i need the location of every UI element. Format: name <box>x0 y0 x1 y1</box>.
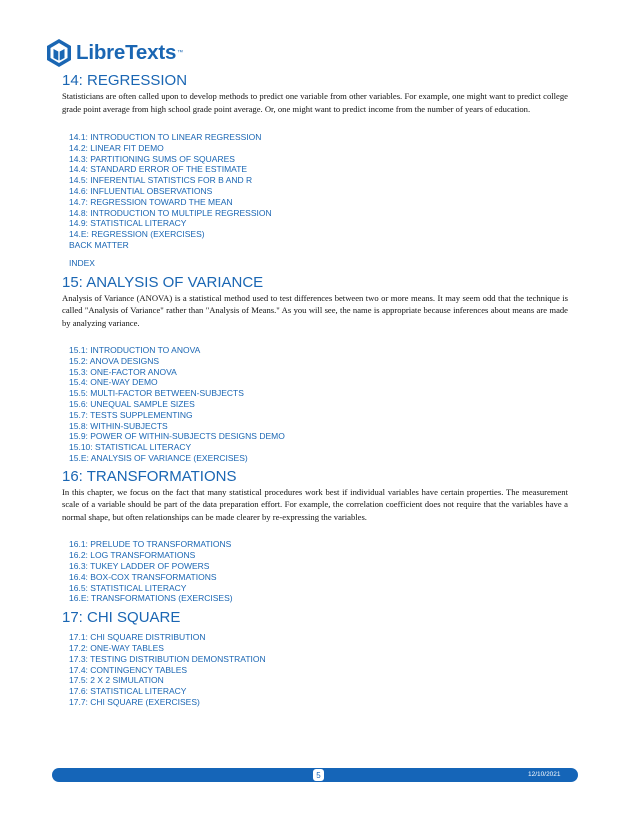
toc-link-index[interactable]: INDEX <box>69 257 95 268</box>
toc-link[interactable]: 14.1: INTRODUCTION TO LINEAR REGRESSION <box>69 132 262 142</box>
toc-link[interactable]: 15.1: INTRODUCTION TO ANOVA <box>69 345 201 356</box>
toc-link[interactable]: 14.9: STATISTICAL LITERACY <box>69 218 187 229</box>
footer-date: 12/10/2021 <box>528 771 561 778</box>
toc-link[interactable]: 16.3: TUKEY LADDER OF POWERS <box>69 560 210 571</box>
libretexts-logo <box>45 38 183 68</box>
toc-link[interactable]: 15.8: WITHIN-SUBJECTS <box>69 420 168 431</box>
toc-link[interactable]: 15.4: ONE-WAY DEMO <box>69 377 158 388</box>
toc-link[interactable]: 17.4: CONTINGENCY TABLES <box>69 664 188 675</box>
chapter-16-toc <box>62 539 568 604</box>
toc-link[interactable]: 17.5: 2 X 2 SIMULATION <box>69 675 164 686</box>
libretexts-logo-icon <box>45 38 73 68</box>
toc-link[interactable]: 17.6: STATISTICAL LITERACY <box>69 686 187 697</box>
chapter-description: In this chapter, we focus on the fact that many statistical procedures work best if individual variables have certain properties. The measurement scale of a variable should be part of the data preparation effort. For example, the correlation coefficient does not require that the variables have a normal shape, but often relationships can be made clearer by re-expressing the variables. <box>62 486 568 522</box>
logo-trademark: ™ <box>177 50 184 56</box>
toc-link[interactable]: 16.2: LOG TRANSFORMATIONS <box>69 550 196 561</box>
chapter-description: Statisticians are often called upon to develop methods to predict one variable from other variables. For example, one might want to predict college grade point average from high school grade point average. Or, one might want to predict income from the number of years of education. <box>62 91 568 114</box>
toc-link[interactable]: 14.7: REGRESSION TOWARD THE MEAN <box>69 196 233 207</box>
toc-link[interactable]: 15.2: ANOVA DESIGNS <box>69 355 160 366</box>
chapter-title[interactable]: 14: REGRESSION <box>62 72 188 89</box>
toc-link[interactable]: 14.8: INTRODUCTION TO MULTIPLE REGRESSION <box>69 207 272 218</box>
toc-link[interactable]: 15.9: POWER OF WITHIN-SUBJECTS DESIGNS DEMO <box>69 431 285 442</box>
toc-content <box>62 72 568 708</box>
toc-link[interactable]: 15.6: UNEQUAL SAMPLE SIZES <box>69 399 195 410</box>
toc-link[interactable]: 14.4: STANDARD ERROR OF THE ESTIMATE <box>69 164 248 175</box>
toc-link[interactable]: 14.6: INFLUENTIAL OBSERVATIONS <box>69 185 213 196</box>
toc-link[interactable]: 14.3: PARTITIONING SUMS OF SQUARES <box>69 153 235 164</box>
chapter-title[interactable]: 17: CHI SQUARE <box>62 609 181 627</box>
toc-link[interactable]: 15.7: TESTS SUPPLEMENTING <box>69 409 193 420</box>
toc-link[interactable]: 15.10: STATISTICAL LITERACY <box>69 442 192 453</box>
chapter-15-section <box>62 274 568 464</box>
chapter-16-section <box>62 468 568 604</box>
toc-link[interactable]: 16.1: PRELUDE TO TRANSFORMATIONS <box>69 539 232 550</box>
chapter-title[interactable]: 15: ANALYSIS OF VARIANCE <box>62 273 264 291</box>
chapter-15-toc <box>62 345 568 464</box>
toc-link[interactable]: 15.5: MULTI-FACTOR BETWEEN-SUBJECTS <box>69 388 244 399</box>
chapter-17-toc <box>62 632 568 708</box>
toc-link[interactable]: 16.4: BOX-COX TRANSFORMATIONS <box>69 571 217 582</box>
chapter-17-section <box>62 609 568 708</box>
chapter-14-section <box>62 72 568 269</box>
toc-link[interactable]: BACK MATTER <box>69 239 129 250</box>
toc-link[interactable]: 15.3: ONE-FACTOR ANOVA <box>69 366 177 377</box>
chapter-description: Analysis of Variance (ANOVA) is a statistical method used to test differences between two or more means. It may seem odd that the technique is called "Analysis of Variance" rather than "Analysis of Means." As you will see, the name is appropriate because inferences about means are made by analyzing variance. <box>62 292 568 328</box>
toc-link[interactable]: 17.1: CHI SQUARE DISTRIBUTION <box>69 632 206 643</box>
toc-link[interactable]: 17.7: CHI SQUARE (EXERCISES) <box>69 696 200 707</box>
chapter-14-toc <box>62 132 568 269</box>
toc-link[interactable]: 14.E: REGRESSION (EXERCISES) <box>69 229 205 240</box>
toc-link[interactable]: 16.5: STATISTICAL LITERACY <box>69 582 187 593</box>
toc-link[interactable]: 14.5: INFERENTIAL STATISTICS FOR B AND R <box>69 175 253 186</box>
toc-link[interactable]: 14.2: LINEAR FIT DEMO <box>69 142 164 153</box>
logo-wordmark: LibreTexts <box>76 40 177 64</box>
toc-link[interactable]: 17.2: ONE-WAY TABLES <box>69 642 164 653</box>
chapter-title[interactable]: 16: TRANSFORMATIONS <box>62 467 237 485</box>
toc-link[interactable]: 15.E: ANALYSIS OF VARIANCE (EXERCISES) <box>69 453 248 464</box>
toc-link[interactable]: 16.E: TRANSFORMATIONS (EXERCISES) <box>69 593 233 604</box>
toc-link[interactable]: 17.3: TESTING DISTRIBUTION DEMONSTRATION <box>69 653 266 664</box>
page-number: 5 <box>312 768 325 782</box>
